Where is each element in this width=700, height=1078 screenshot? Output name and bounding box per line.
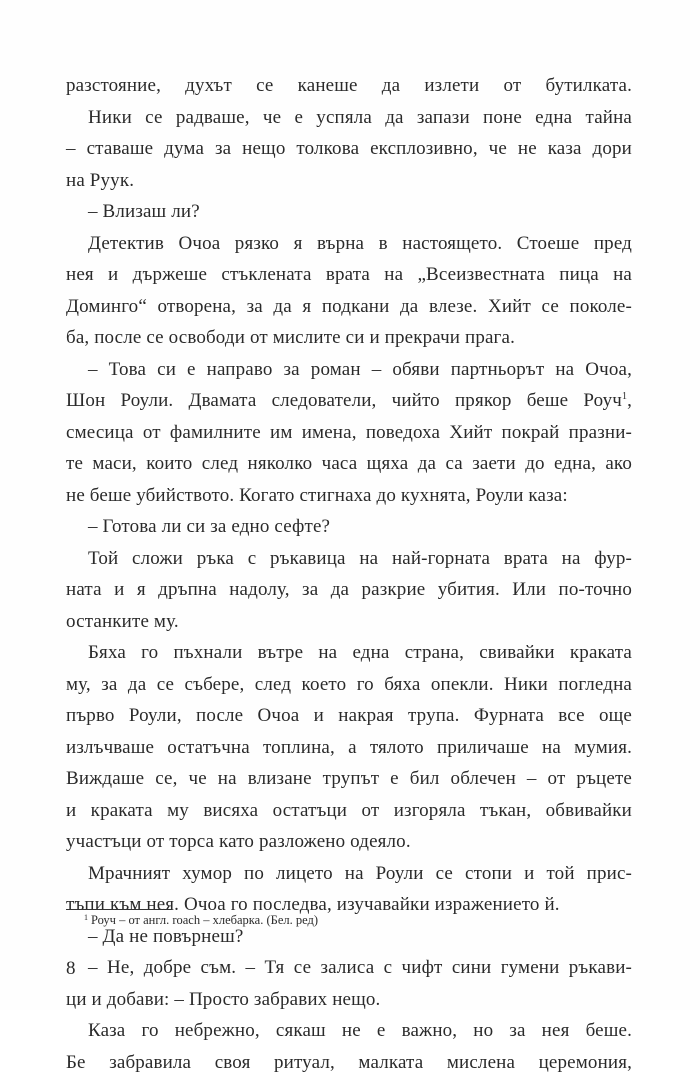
text-line: – Да не повърнеш? [66, 921, 632, 953]
text-line: – Това си е направо за роман – обяви партньорът на Очоа, [66, 354, 632, 386]
footnote-reference: 1 [622, 391, 627, 402]
text-line: Той сложи ръка с ръкавица на най-горната врата на фур- [66, 543, 632, 575]
footnote-marker: 1 [84, 913, 88, 922]
text-line-content: Шон Роули. Двамата следователи, чийто прякор беше Роуч [66, 390, 622, 411]
text-line: Бяха го пъхнали вътре на една страна, свивайки краката [66, 637, 632, 669]
text-line: ба, после се освободи от мислите си и прекрачи прага. [66, 322, 632, 354]
text-line: разстояние, духът се канеше да излети от бутилката. [66, 70, 632, 102]
text-line: Виждаше се, че на влизане трупът е бил облечен – от ръцете [66, 763, 632, 795]
text-line: участъци от торса като разложено одеяло. [66, 826, 632, 858]
text-line: Доминго“ отворена, за да я подкани да влезе. Хийт се поколе- [66, 291, 632, 323]
text-line: Детектив Очоа рязко я върна в настоящето. Стоеше пред [66, 228, 632, 260]
text-line: останките му. [66, 606, 632, 638]
text-line: първо Роули, после Очоа и накрая трупа. Фурната все още [66, 700, 632, 732]
text-line: – Не, добре съм. – Тя се залиса с чифт сини гумени ръкави- [66, 952, 632, 984]
text-line: излъчваше остатъчна топлина, а тялото приличаше на мумия. [66, 732, 632, 764]
text-line: – Влизаш ли? [66, 196, 632, 228]
text-line: му, за да се събере, след което го бяха опекли. Ники погледна [66, 669, 632, 701]
text-line: Ники се радваше, че е успяла да запази поне една тайна [66, 102, 632, 134]
text-line: – Готова ли си за едно сефте? [66, 511, 632, 543]
text-line: не беше убийството. Когато стигнаха до кухнята, Роули каза: [66, 480, 632, 512]
footnote [84, 913, 318, 928]
text-line: те маси, които след няколко часа щяха да са заети до една, ако [66, 448, 632, 480]
text-line: тъпи към нея. Очоа го последва, изучавайки изражението й. [66, 889, 632, 921]
text-line: Бе забравила своя ритуал, малката мислена церемония, [66, 1047, 632, 1078]
text-line: Мрачният хумор по лицето на Роули се стопи и той прис- [66, 858, 632, 890]
text-line: на Руук. [66, 165, 632, 197]
text-line: смесица от фамилните им имена, поведоха Хийт покрай празни- [66, 417, 632, 449]
page-number: 8 [66, 958, 76, 980]
footnote-divider [66, 909, 172, 910]
footnote-text: Роуч – от англ. roach – хлебарка. (Бел. ред) [91, 913, 318, 927]
text-line: ната и я дръпна надолу, за да разкрие убития. Или по-точно [66, 574, 632, 606]
text-line: и краката му висяха остатъци от изгоряла тъкан, обвивайки [66, 795, 632, 827]
text-line: ци и добави: – Просто забравих нещо. [66, 984, 632, 1016]
text-line: Шон Роули. Двамата следователи, чийто прякор беше Роуч$^1$, [66, 385, 632, 417]
text-line: Каза го небрежно, сякаш не е важно, но за нея беше. [66, 1015, 632, 1047]
text-line: нея и държеше стъклената врата на „Всеизвестната пица на [66, 259, 632, 291]
text-line: – ставаше дума за нещо толкова експлозивно, че не каза дори [66, 133, 632, 165]
